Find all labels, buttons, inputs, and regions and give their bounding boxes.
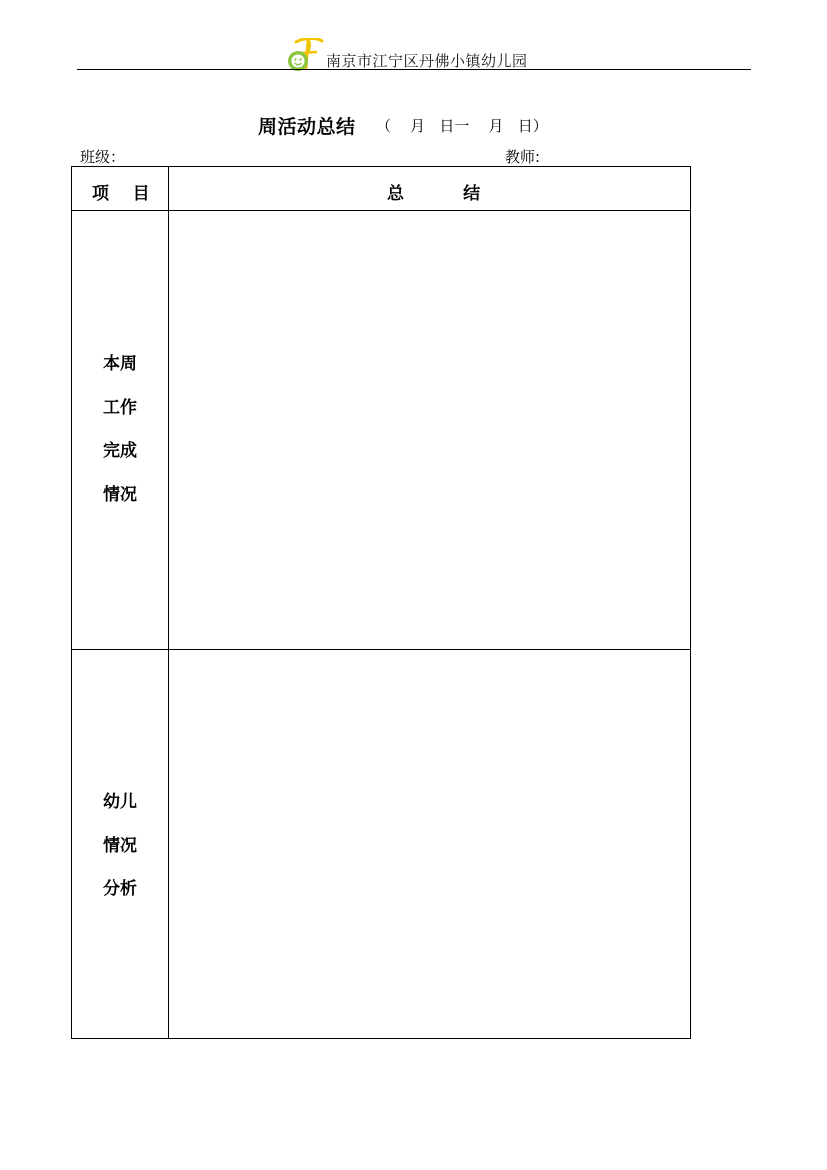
row-label-children-analysis — [72, 787, 168, 918]
document-title — [0, 112, 827, 140]
page-header — [0, 36, 827, 72]
row-label-line: 完成 — [103, 441, 137, 461]
children-analysis-summary-cell[interactable] — [169, 650, 690, 1038]
column-header-item: 项 目 — [92, 184, 150, 204]
row-label-line: 幼儿 — [103, 792, 137, 812]
school-name: 南京市江宁区丹佛小镇幼儿园 — [326, 52, 528, 70]
page-title: 周活动总结 — [258, 116, 356, 138]
row-label-line: 本周 — [103, 354, 137, 374]
date-range: （ 月 日一 月 日） — [376, 117, 548, 135]
header-divider — [77, 69, 751, 70]
column-header-summary: 总 结 — [387, 184, 481, 204]
row-label-line: 情况 — [103, 835, 137, 856]
row-label-line: 工作 — [103, 397, 137, 418]
class-label: 班级： — [80, 148, 126, 166]
teacher-label: 教师: — [505, 148, 541, 166]
row-label-line: 分析 — [103, 879, 137, 899]
kindergarten-logo-icon — [284, 38, 326, 72]
row-label-weekly-work — [72, 349, 168, 523]
row-label-line: 情况 — [103, 484, 137, 505]
summary-table — [71, 166, 691, 1039]
weekly-work-summary-cell[interactable] — [169, 211, 690, 649]
